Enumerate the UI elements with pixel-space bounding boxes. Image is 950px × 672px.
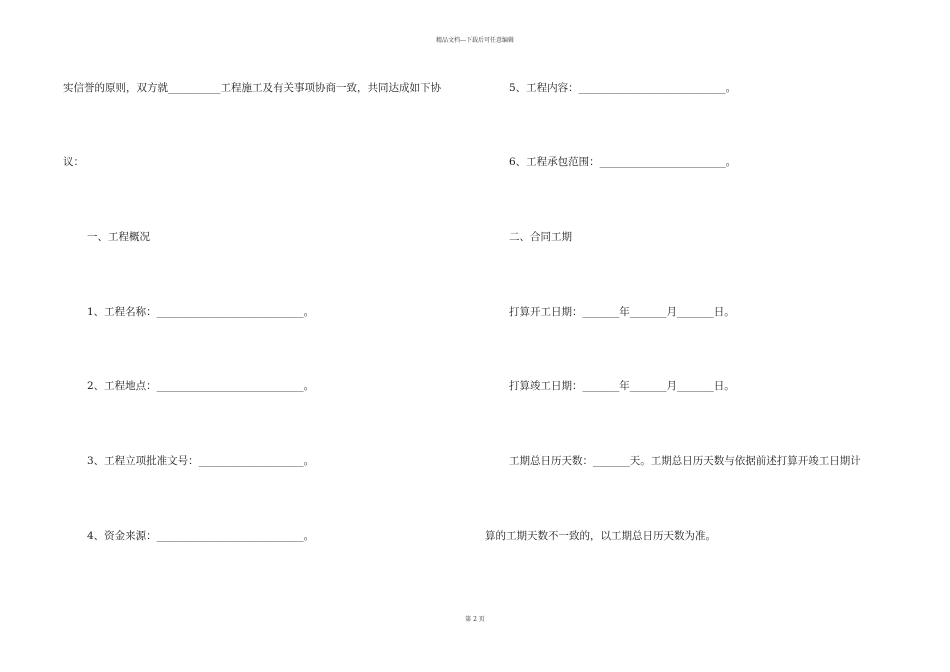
page-header: 精品文档---下载后可任意编辑 xyxy=(435,37,515,44)
total-days-line-2: 算的工期天数不一致的，以工期总日历天数为准。 xyxy=(485,530,716,542)
item-funding-source: 4、资金来源：____________________________。 xyxy=(87,530,315,542)
section-1-title: 一、工程概况 xyxy=(87,231,150,243)
item-approval-number: 3、工程立项批准文号：____________________。 xyxy=(87,455,315,467)
section-2-title: 二、合同工期 xyxy=(509,231,572,243)
item-project-name: 1、工程名称：____________________________。 xyxy=(87,306,315,318)
total-days-line-1: 工期总日历天数：_______天。工期总日历天数与依据前述打算开竣工日期计 xyxy=(509,455,861,467)
item-contract-scope: 6、工程承包范围：________________________。 xyxy=(509,156,737,168)
intro-line-1: 实信誉的原则，双方就__________工程施工及有关事项协商一致，共同达成如下协 xyxy=(63,82,441,94)
item-project-location: 2、工程地点：____________________________。 xyxy=(87,380,315,392)
page-number: 第 2 页 xyxy=(465,616,485,623)
planned-completion-date: 打算竣工日期：_______年_______月_______日。 xyxy=(509,380,735,392)
planned-start-date: 打算开工日期：_______年_______月_______日。 xyxy=(509,306,735,318)
item-project-content: 5、工程内容：____________________________。 xyxy=(509,82,737,94)
intro-line-2: 议： xyxy=(63,156,84,168)
